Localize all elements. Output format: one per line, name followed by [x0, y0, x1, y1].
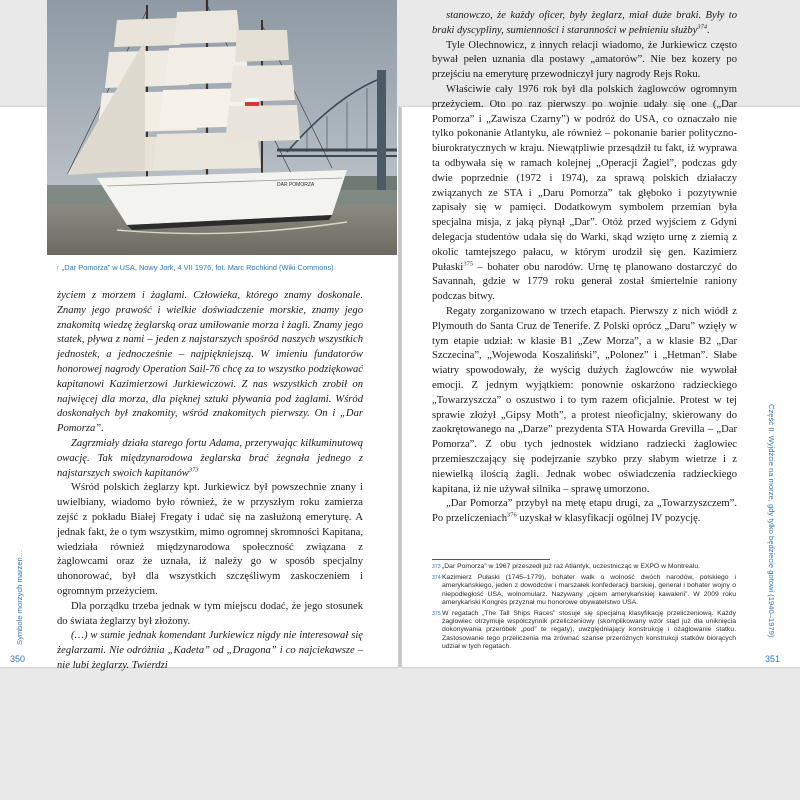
paragraph: Wśród polskich żeglarzy kpt. Jurkiewicz był powszechnie znany i uwielbiany, wiadomo było również, że w przyszłym roku zamierza zejść z pokładu Białej Fregaty i udać się na zasłużoną emeryturę. A jednak fakt, że o tym wszystkim, mimo ogromnej skromności Kapitana, wiedziała również międzynarodowa społeczność związana z żaglowcami oraz że uznała, iż należy go w sposób specjalny uhonorować, był dla wszystkich szczęśliwym zaskoczeniem i ogromnym przeżyciem. — [57, 482, 363, 597]
ship-illustration — [47, 0, 397, 255]
right-body-text — [432, 9, 737, 527]
footnote-number: 373 — [432, 564, 441, 570]
paragraph: stanowczo, że każdy oficer, były żeglarz, miał duże braki. Były to braki dyscypliny, sumienności i staranności w pełnieniu służby$^{374}$. — [432, 10, 737, 36]
running-head-left: Symbole morzych marzeń… — [15, 549, 24, 645]
footnote-number: 374 — [432, 575, 441, 582]
page-number-left: 350 — [10, 654, 26, 664]
footnote — [432, 610, 736, 651]
paragraph: Właściwie cały 1976 rok był dla polskich żaglowców ogromnym przeżyciem. Oto po raz pierwszy po wojnie udały się one („Dar Pomorza” i „Zawisza Czarny”) w podróż do USA, co oznaczało nie tylko pokonanie Atlantyku, ale również – pokonanie barier polityczno-biurokratycznych w kraju. Niewątpliwie przesądził tu fakt, iż wyprawa ta odbywała się w ramach kolejnej „Operacji Żagiel”, podczas gdy dwie poprzednie (1972 i 1974), za sprawą polskich działaczy związanych ze STA i „Daru Pomorza” tak głęboko i pozytywnie zapisały się w pamięci. Dodatkowym symbolem przemian była specjalna misja, z jaką płynął „Dar”. Otóż przed wyjściem z Gdyni delegacja studentów udała się do Warki, skąd wzięto urnę z ziemią z okolic tamtejszego pałacu, w którym urodził się gen. Kazimierz Pułaski$^{375}$ – bohater obu narodów. Urnę tę planowano dostarczyć do Savannah, gdzie w 1779 roku generał został śmiertelnie raniony podczas bitwy. — [432, 83, 737, 303]
paragraph: Tyle Olechnowicz, z innych relacji wiadomo, że Jurkiewicz często bywał pełen uznania dla postawy „amatorów”. Nie bez kozery po przejściu na emeryturę przewodniczył jury nagrody Rejs Roku. — [432, 39, 737, 81]
running-head-right: Część II. Wyjdźcie na morze, gdy tylko będziecie gotowi (1940–1979) — [767, 404, 776, 638]
footnote-text: „Dar Pomorza” w 1967 przeszedł już raz Atlantyk, uczestnicząc w EXPO w Montrealu. — [442, 563, 701, 570]
paragraph: życiem z morzem i żaglami. Człowieka, którego znamy doskonale. Znamy jego prawość i wielkie doświadczenie morskie, znamy jego znakomitą wiedzę żeglarską oraz umiłowanie morza i żagli. Znamy jego statek, pływa z nami – jeden z najstarszych spośród naszych wszystkich jednostek, a jednocześnie – najpiękniejszą. W imieniu fundatorów honorowej nagrody Operation Sail-76 chcę za to wszystko podziękować kapitanowi Kazimierzowi Jurkiewiczowi. Z nas wszystkich zrobił on najwięcej dla morza, dla pięknej sztuki pływania pod żaglami. Wśród doskonałych był znakomity, wśród znakomitych pierwszy. On i „Dar Pomorza”. — [57, 290, 363, 435]
footnote-text: W regatach „The Tall Ships Races” stosuje się specjalną klasyfikację przeliczeniową. Każdy żaglowiec otrzymuje współczynnik przeliczeniowy (skomplikowany wzór stąd już dla uniknięcia dokonywania przeróbek „pod” te regaty), uwzględniający konstrukcję i ożaglowanie statku. Zastosowanie tego przeliczenia ma zrównać szanse przeróżnych konstrukcji statków biorących udział w tych regatach. — [442, 610, 736, 650]
footnote-ref: 376 — [507, 511, 517, 519]
paragraph: Zagrzmiały działa starego fortu Adama, przerywając kilkuminutową owację. Tak międzynarodowa żeglarska brać żegnała jednego z najstarszych swoich kapitanów$^{373}$ — [57, 437, 363, 479]
footnote-divider — [432, 559, 550, 560]
hull-name: DAR POMORZA — [277, 182, 315, 188]
footnotes — [432, 563, 736, 654]
photo-caption — [56, 263, 386, 272]
caption-arrow: ↑ — [56, 263, 60, 272]
caption-text: „Dar Pomorza” w USA, Nowy Jork, 4 VII 1976, fot. Marc Rochkind (Wiki Commons) — [61, 263, 334, 272]
footnote-ref: 373 — [188, 466, 199, 474]
footnote — [432, 574, 736, 607]
footnote-number: 375 — [432, 611, 441, 618]
book-gutter — [398, 107, 402, 667]
paragraph: (…) w sumie jednak komendant Jurkiewicz nigdy nie interesował się żeglarzami. Nie odróżnia „Kadeta” od „Dragona” i co najciekawsze – nie lubi żeglarzy. Twierdzi — [57, 630, 363, 671]
paragraph: „Dar Pomorza” przybył na metę etapu drugi, za „Towarzyszczem”. Po przeliczeniach$^{376}$ uzyskał w klasyfikacji ogólnej IV pozycję. — [432, 498, 737, 525]
paragraph: Regaty zorganizowano w trzech etapach. Pierwszy z nich wiódł z Plymouth do Santa Cruz de Tenerife. Z Polski oprócz „Daru” wzięły w tym etapie udział: w klasie B1 „Zew Morza”, a w klasie B2 „Dar Szczecina”, „Wojewoda Koszaliński”, „Polonez” i „Hetman”. Słabe wiatry spowodowały, że wyścig dużych żaglowców nie wywołał emocji. Z jednym wyjątkiem: ponownie oskarżono radzieckiego „Towarzyszcza” o oszustwo i to tym razem oficjalnie. Protest w tej sprawie złożył „Gipsy Moth”, a protest nieoficjalny, skierowany do zaokrętowanego na „Darze” prezydenta STA Howarda Grevilla – „Dar Pomorza”. Z obu tych jednostek widziano radziecki żaglowiec przemieszczający się podejrzanie szybko przy słabym wietrze i z niewielką ilością żagli. Jednak wobec oświadczenia radzieckiego kapitana, iż nie używał silnika – sprawę umorzono. — [432, 305, 737, 495]
footnote-ref: 374 — [697, 23, 708, 31]
footnote-text: Kazimierz Pułaski (1745–1779), bohater walk o wolność dwóch narodów, polskiego i amerykańskiego, jeden z dowódców i marszałek konfederacji barskiej, generał i bohater wojny o niepodległość USA, wolnomularz. Nazywany „ojcem amerykańskiej kawalerii”. W 2009 roku amerykański Kongres przyznał mu honorowe obywatelstwo USA. — [442, 574, 736, 606]
paragraph: Dla porządku trzeba jednak w tym miejscu dodać, że jego stosunek do świata żeglarzy był złożony. — [57, 600, 363, 627]
left-body-text — [57, 289, 363, 674]
page-number-right: 351 — [765, 654, 781, 664]
ship-photo — [47, 0, 397, 255]
footnote — [432, 563, 736, 571]
footnote-ref: 375 — [463, 260, 473, 268]
